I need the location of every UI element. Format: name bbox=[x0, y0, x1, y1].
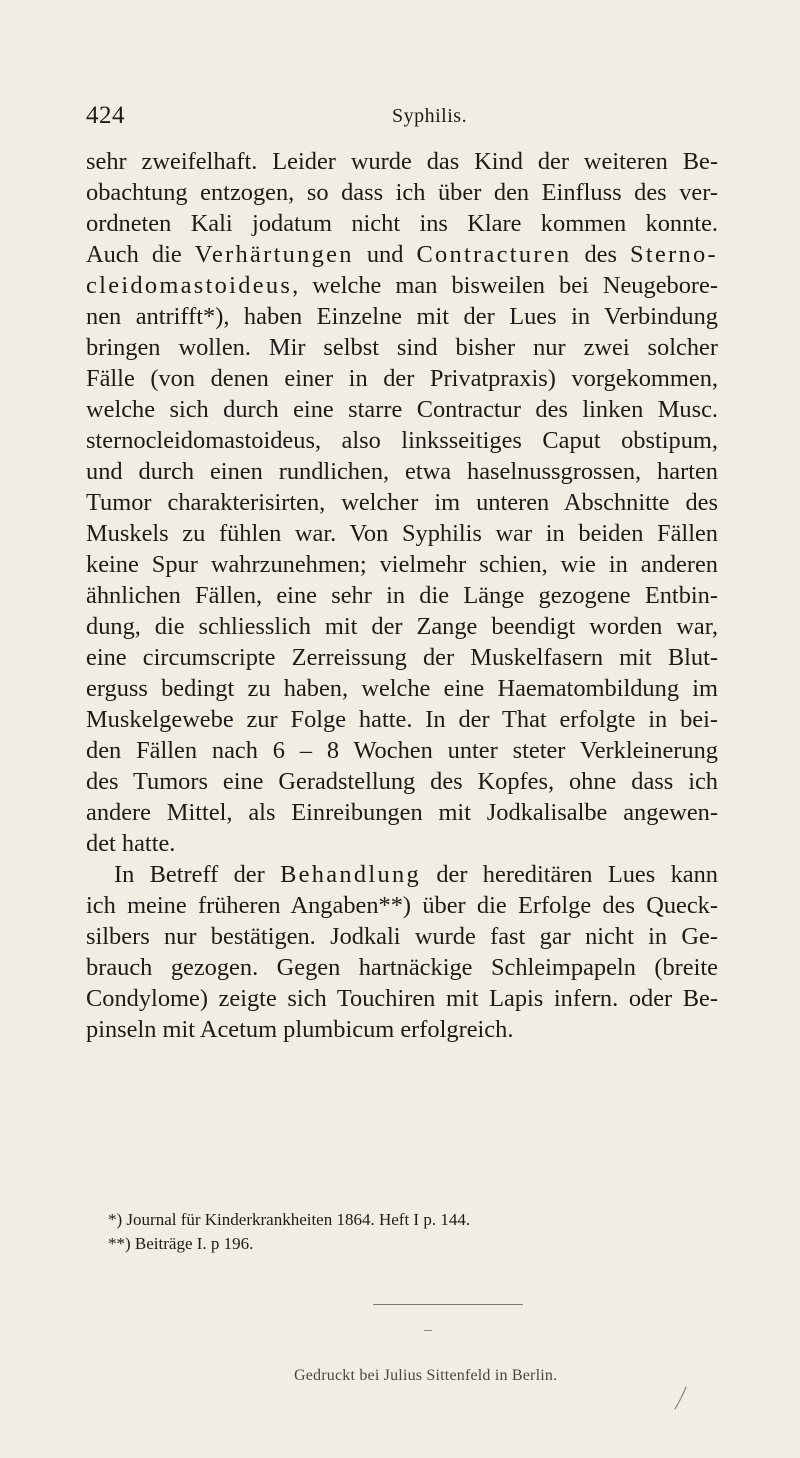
text-line: dung, die schliesslich mit der Zange beendigt worden war, bbox=[86, 613, 718, 640]
footnotes bbox=[108, 1208, 728, 1256]
text-line: welche sich durch eine starre Contractur des linken Musc. bbox=[86, 396, 718, 423]
text-fragment: der hereditären Lues kann bbox=[436, 861, 718, 888]
printer-imprint: Gedruckt bei Julius Sittenfeld in Berlin. bbox=[294, 1367, 558, 1384]
text-line: keine Spur wahrzunehmen; vielmehr schien, wie in anderen bbox=[86, 551, 718, 578]
footnote: *) Journal für Kinderkrankheiten 1864. Heft I p. 144. bbox=[108, 1210, 471, 1229]
text-line: Tumor charakterisirten, welcher im unteren Abschnitte des bbox=[86, 489, 718, 516]
text-line: silbers nur bestätigen. Jodkali wurde fast gar nicht in Ge- bbox=[86, 923, 718, 950]
text-line: ordneten Kali jodatum nicht ins Klare kommen konnte. bbox=[86, 210, 718, 237]
emphasis-term: Contracturen bbox=[416, 241, 572, 268]
text-line: Muskels zu fühlen war. Von Syphilis war in beiden Fällen bbox=[86, 520, 718, 547]
text-line bbox=[86, 270, 718, 301]
text-line: pinseln mit Acetum plumbicum erfolgreich. bbox=[86, 1016, 514, 1043]
emphasis-term: Sterno- bbox=[630, 241, 718, 268]
text-line: Muskelgewebe zur Folge hatte. In der That erfolgte in bei- bbox=[86, 706, 718, 733]
text-line: sehr zweifelhaft. Leider wurde das Kind der weiteren Be- bbox=[86, 148, 718, 175]
text-fragment: und bbox=[366, 241, 404, 268]
text-line: obachtung entzogen, so dass ich über den Einfluss des ver- bbox=[86, 179, 718, 206]
text-line: nen antrifft*), haben Einzelne mit der Lues in Verbindung bbox=[86, 303, 718, 330]
emphasis-term: cleidomastoideus bbox=[86, 272, 293, 299]
text-line: bringen wollen. Mir selbst sind bisher nur zwei solcher bbox=[86, 334, 718, 361]
text-fragment: , welche man bisweilen bei Neugebore- bbox=[292, 272, 718, 299]
text-line: den Fällen nach 6 – 8 Wochen unter steter Verkleinerung bbox=[86, 737, 718, 764]
text-line: des Tumors eine Geradstellung des Kopfes, ohne dass ich bbox=[86, 768, 718, 795]
text-line: ich meine früheren Angaben**) über die Erfolge des Queck- bbox=[86, 892, 718, 919]
text-line: det hatte. bbox=[86, 830, 176, 857]
short-rule bbox=[424, 1330, 432, 1331]
text-line: und durch einen rundlichen, etwa haselnussgrossen, harten bbox=[86, 458, 718, 485]
footnote: **) Beiträge I. p 196. bbox=[108, 1234, 254, 1253]
text-line: eine circumscripte Zerreissung der Muskelfasern mit Blut- bbox=[86, 644, 718, 671]
text-line: sternocleidomastoideus, also linksseitiges Caput obstipum, bbox=[86, 427, 718, 454]
pencil-mark-icon bbox=[671, 1385, 689, 1411]
text-line bbox=[86, 239, 718, 270]
text-line: Condylome) zeigte sich Touchiren mit Lapis infern. oder Be- bbox=[86, 985, 718, 1012]
text-line: ähnlichen Fällen, eine sehr in die Länge gezogene Entbin- bbox=[86, 582, 718, 609]
text-line: andere Mittel, als Einreibungen mit Jodkalisalbe angewen- bbox=[86, 799, 718, 826]
running-head: Syphilis. bbox=[392, 105, 468, 127]
text-fragment: In Betreff der bbox=[114, 861, 265, 888]
text-line: erguss bedingt zu haben, welche eine Haematombildung im bbox=[86, 675, 718, 702]
text-fragment: Auch die bbox=[86, 241, 182, 268]
emphasis-term: Verhärtungen bbox=[194, 241, 354, 268]
text-line: Fälle (von denen einer in der Privatpraxis) vorgekommen, bbox=[86, 365, 718, 392]
text-line: brauch gezogen. Gegen hartnäckige Schleimpapeln (breite bbox=[86, 954, 718, 981]
page-number: 424 bbox=[86, 102, 125, 129]
text-fragment: des bbox=[584, 241, 617, 268]
main-text bbox=[86, 146, 718, 1045]
text-line bbox=[86, 859, 718, 890]
separator-rule bbox=[373, 1304, 523, 1305]
emphasis-term: Behandlung bbox=[280, 861, 421, 888]
